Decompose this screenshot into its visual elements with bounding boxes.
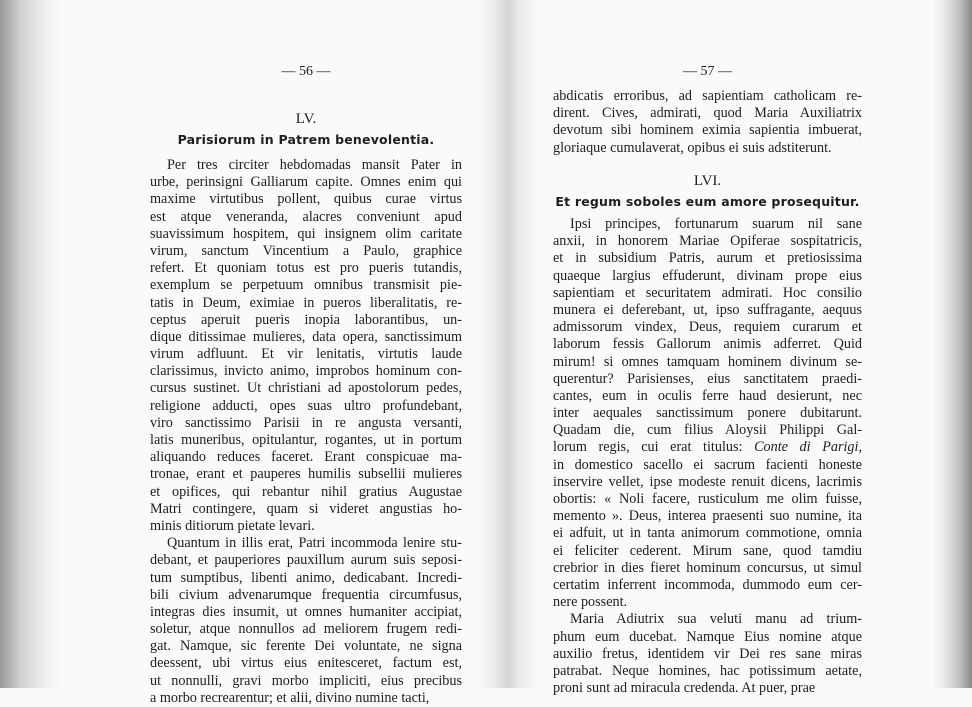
text-line: tum sumptibus, libenti animo, dedicabant. Incredi-	[150, 569, 462, 586]
text-line: urbe, perinsigni Galliarum capite. Omnes enim qui	[150, 174, 462, 191]
text-line: a morbo recrearentur; et alii, divino numine tacti,	[150, 689, 430, 706]
text-line: patrabat. Neque homines, hac potissimum aetate,	[553, 662, 862, 679]
text-line: refert. Et quoniam totus est pro pueris tutandis,	[150, 260, 462, 277]
text-line: exemplum se perpetuum omnibus transmisit pie-	[150, 277, 462, 294]
text-line: mirum! si omnes tamquam hominem divinum se-	[553, 353, 862, 370]
text-line: latis muneribus, opitulantur, rogantes, ut in portum	[150, 432, 462, 448]
text-line: munera ei deferebant, ut, ipso suffragante, aequus	[553, 301, 862, 318]
text-line: phum eum ducebat. Namque Eius nomine atque	[553, 628, 862, 645]
text-line: querentur? Parisienses, eius sanctitatem praedi-	[553, 370, 862, 387]
text-line: soletur, atque nonnullos ad meliorem frugem redi-	[150, 621, 462, 638]
text-line: crebrior in dies fieret hominum concursus, ut simul	[553, 559, 862, 576]
continuation-text	[553, 88, 862, 157]
text-line: devotum sibi hominem eximia sapientia imbuerat,	[553, 122, 862, 139]
text-line: abdicatis erroribus, ad sapientiam catholicam re-	[553, 88, 862, 104]
book-gutter	[478, 0, 538, 688]
text-line: auxilio fretus, identidem vir Dei res sane miras	[553, 645, 862, 662]
text-line: religione adducti, opes suas ultro profundebant,	[150, 397, 462, 414]
text-line: inservire vellet, ipse modeste renuit dicens, lacrimis	[553, 473, 862, 490]
text-line: nere possent.	[553, 594, 628, 611]
text-line: Quantum in illis erat, Patri incommoda lenire stu-	[167, 535, 462, 552]
text-line: clarissimus, invicto animo, improbos hominum con-	[150, 363, 462, 380]
chapter-title: Et regum soboles eum amore prosequitur.	[555, 194, 860, 209]
text-line: ceptus aperuit pueris inopia laborantibus, un-	[150, 311, 462, 328]
text-line: integras dies insumit, ut omnes humaniter accipiat,	[150, 603, 462, 620]
text-line: inter aequales sanctissimum ponere dubitarunt.	[553, 405, 862, 422]
text-line: gloriaque cumulaverat, opibus ei suis adstiterunt.	[553, 139, 832, 156]
text-line: anxii, in honorem Mariae Opiferae sospitatricis,	[553, 233, 862, 250]
body-text	[553, 216, 862, 697]
text-line: ut nonnulli, gravi morbo impliciti, eius precibus	[150, 672, 462, 689]
text-line: laborum fessis Gallorum animis adferret. Quid	[553, 336, 862, 353]
text-line: et opifices, qui rebantur nihil gratius Augustae	[150, 483, 462, 500]
text-line: Ipsi principes, fortunarum suarum nil sane	[570, 216, 862, 232]
text-line: memento ». Deus, interea praesenti suo numine, ita	[553, 508, 862, 525]
text-line: maxime virtutibus pollent, quibus curae virtus	[150, 191, 462, 208]
text-line: virum adfluunt. Et vir lenitatis, virtutis laude	[150, 346, 462, 363]
chapter-number: LV.	[295, 111, 317, 127]
text-line: aliquando reduces faceret. Erant conspicuae ma-	[150, 449, 462, 466]
text-line: est atque veneranda, alacres conveniunt apud	[150, 208, 462, 225]
text-line: Maria Adiutrix sua veluti manu ad trium-	[570, 611, 862, 628]
chapter-number: LVI.	[693, 173, 722, 189]
text-line: certatim inferrent incommoda, dummodo eum cer-	[553, 576, 862, 593]
text-line: Per tres circiter hebdomadas mansit Pater in	[167, 157, 462, 173]
page-edge-shadow-right	[932, 0, 972, 688]
text-line: viro sanctissimo Parisii in re angusta versanti,	[150, 414, 462, 431]
text-line: lorum regis, cui erat titulus: Conte di Parigi,	[553, 439, 863, 456]
text-line: gat. Namque, sic ferente Dei voluntate, ne signa	[150, 638, 462, 655]
page-number: — 57 —	[683, 64, 732, 79]
text-line: tatis in Deum, eximiae in pueros liberalitatis, re-	[150, 294, 462, 311]
page-number: — 56 —	[281, 64, 331, 79]
text-line: obortis: « Noli facere, rusticulum me olim fuisse,	[553, 491, 862, 507]
text-line: minis ditiorum pietate levari.	[150, 517, 315, 534]
text-line: in domestico sacello ei sacrum facienti honeste	[553, 456, 862, 473]
text-line: deessent, ubi virtus eius enitesceret, factum est,	[150, 655, 462, 672]
text-line: et in subsidium Patris, aurum et pretiosissima	[553, 250, 862, 267]
text-line: tronae, erant et pauperes humilis subsellii mulieres	[150, 466, 462, 483]
text-line: debant, et pauperiores pauxillum aurum suis seposi-	[150, 552, 462, 569]
chapter-title: Parisiorum in Patrem benevolentia.	[177, 132, 435, 147]
text-line: ei feliciter cederent. Mirum sane, quod tamdiu	[553, 542, 862, 559]
text-line: proni sunt ad miracula credenda. At puer, prae	[553, 680, 816, 697]
text-line: bili civium advenarumque frequentia circumfusus,	[150, 586, 462, 603]
text-line: suavissimum hospitem, qui insignem olim caritate	[150, 225, 462, 242]
italic-title: Conte di Parigi,	[754, 439, 863, 456]
text-line: Matri contingere, quam si videret angustias ho-	[150, 500, 462, 517]
text-line: dirent. Cives, admirati, quod Maria Auxiliatrix	[553, 105, 862, 122]
text-line: cantes, eum in oculis ferre haud desierunt, nec	[553, 387, 862, 404]
body-text	[150, 157, 462, 707]
text-line: virum, sanctum Vincentium a Paulo, graphice	[150, 242, 462, 259]
text-line: cursus sustinet. Ut christiani ad apostolorum pedes,	[150, 380, 462, 397]
text-line: quaeque largius effuderunt, divinam prope eius	[553, 267, 862, 284]
text-line: admissorum vindex, Deus, requiem curarum et	[553, 319, 862, 336]
text-line: Quadam die, cum filius Aloysii Philippi Gal-	[553, 422, 862, 439]
page-edge-shadow-left	[0, 0, 60, 688]
text-line: sapientiam et securitatem admirati. Hoc consilio	[553, 284, 862, 301]
text-line: ei adfuit, ut in tanta animorum commotione, omnia	[553, 525, 862, 542]
text-line: dique ditissimae mulieres, data opera, sanctissimum	[150, 328, 462, 345]
